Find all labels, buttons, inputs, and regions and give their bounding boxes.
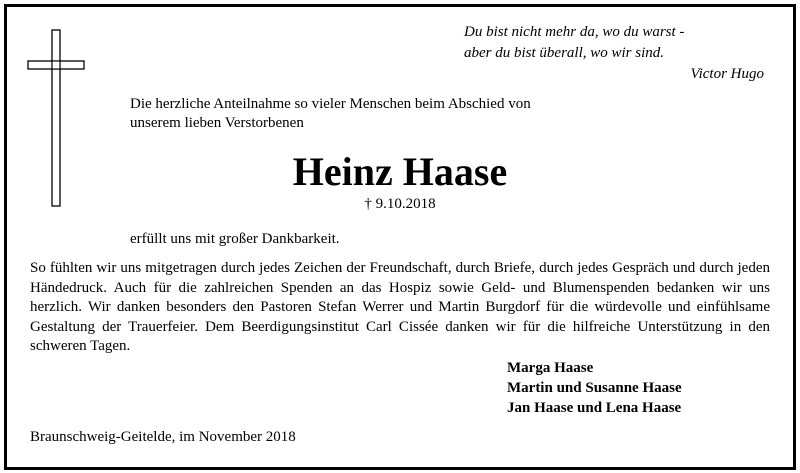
signature-line: Marga Haase [507,360,594,376]
signature-line: Jan Haase und Lena Haase [507,400,682,416]
place-date: Braunschweig-Geitelde, im November 2018 [30,429,296,445]
quote-author: Victor Hugo [690,66,764,82]
death-date: † 9.10.2018 [364,196,436,212]
deceased-name: Heinz Haase [292,149,508,194]
gratitude-text: erfüllt uns mit großer Dankbarkeit. [130,231,340,247]
intro-text: Die herzliche Anteilnahme so vieler Menschen beim Abschied von unserem lieben Verstorbenen [130,96,531,131]
signatures [507,358,682,418]
quote-line-1: Du bist nicht mehr da, wo du warst - [464,24,685,40]
quote-block [464,22,764,85]
signature-line: Martin und Susanne Haase [507,380,682,396]
quote-line-2: aber du bist überall, wo wir sind. [464,45,665,61]
body-text: So fühlten wir uns mitgetragen durch jedes Zeichen der Freundschaft, durch Briefe, durch jedes Gespräch und durch jeden Händedruck. Auch für die zahlreichen Spenden an das Hospiz sowie Geld- und Blumenspenden bedanken wir uns herzlich. Wir danken besonders den Pastoren Stefan Werrer und Martin Burgdorf für die würdevolle und einfühlsame Gestaltung der Trauerfeier. Dem Beerdigungsinstitut Carl Cissée danken wir für die hilfreiche Unterstützung in den schweren Tagen. [30,260,770,354]
